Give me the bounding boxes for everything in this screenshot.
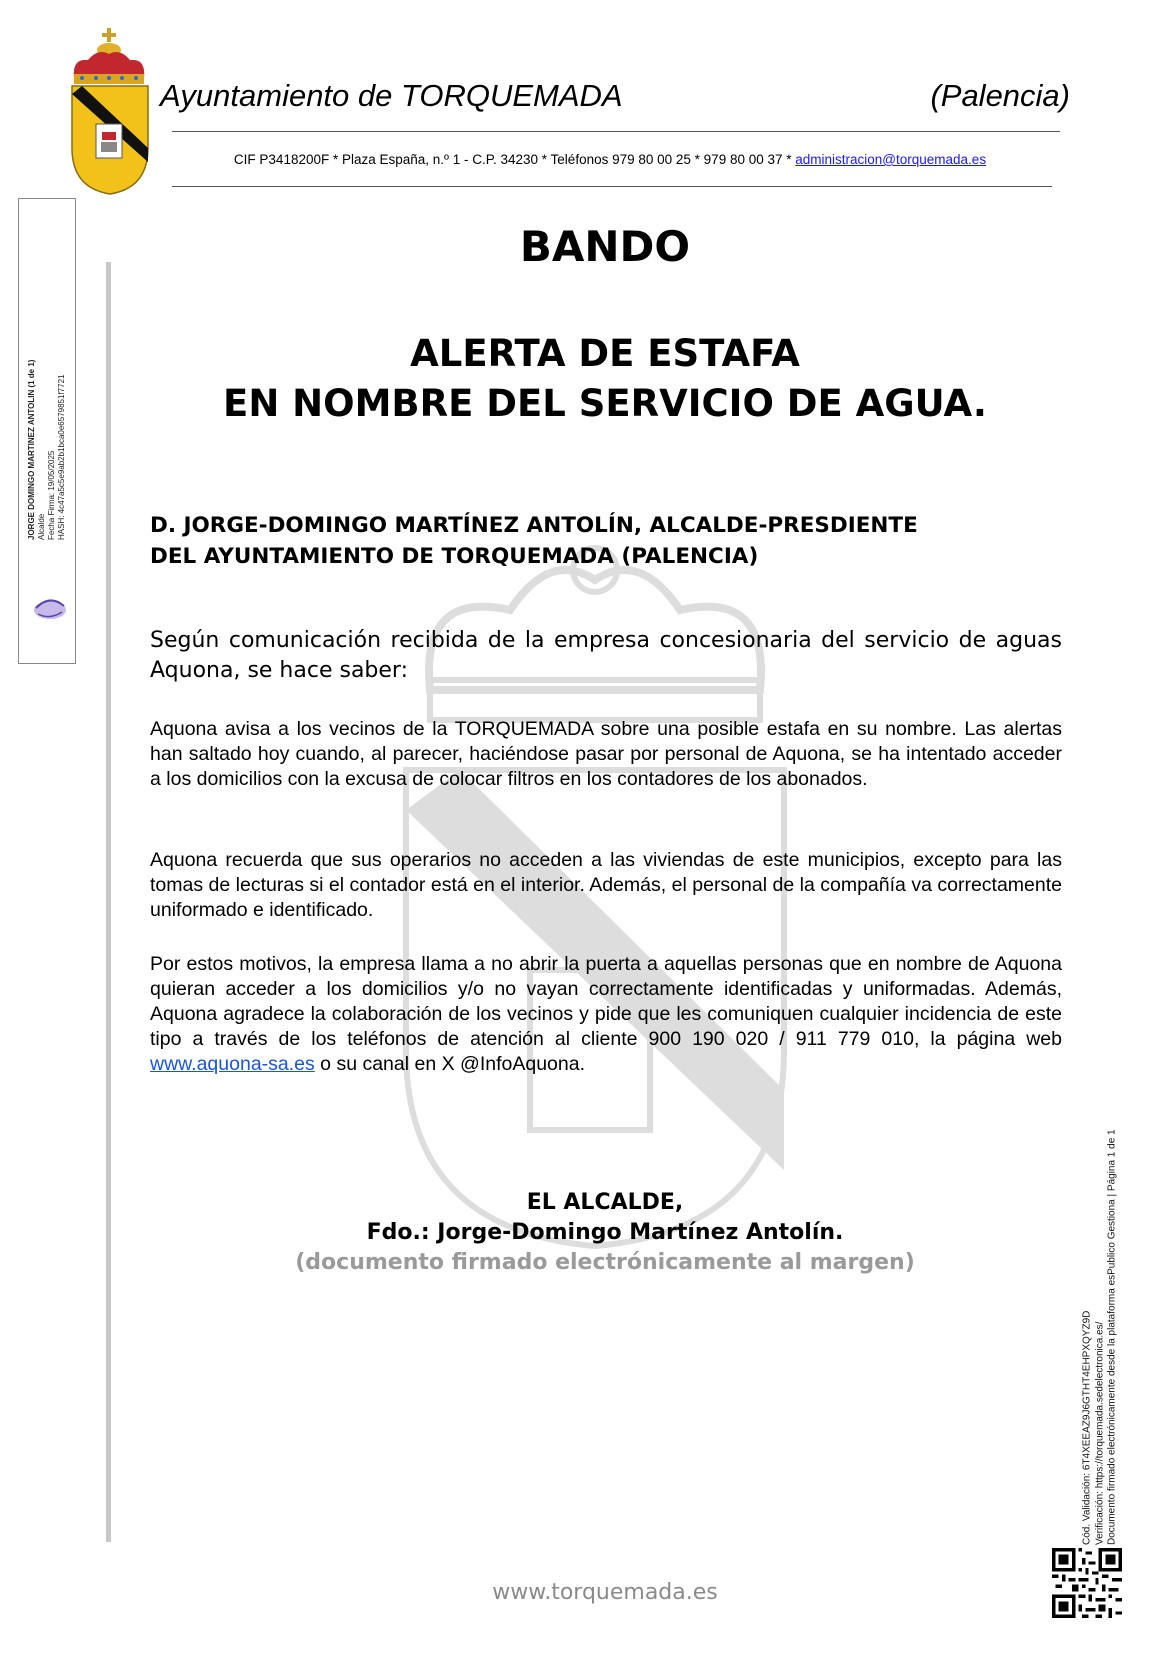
signature-date: Fecha Firma: 19/05/2025 (47, 450, 56, 540)
header-divider-top (172, 131, 1060, 132)
body-paragraph-2: Aquona recuerda que sus operarios no acceden a las viviendas de este municipios, excepto para las tomas de lecturas si el contador está en el interior. Además, el personal de la compañía va correctamente uniformado e identificado. (150, 849, 1062, 921)
left-margin-bar (106, 262, 111, 1542)
validation-code: Cód. Validación: 6T4XEEAZ9J6GTHT4EHPXQYZ9D (1081, 1310, 1093, 1545)
electronic-signature-note: (documento firmado electrónicamente al margen) (295, 1250, 915, 1275)
verification-url: Verificación: https://torquemada.sedelectronica.es/ (1093, 1321, 1105, 1545)
signer-line: JORGE DOMINGO MARTINEZ ANTOLIN (1 de 1) (27, 359, 36, 540)
document-type: BANDO (519, 222, 691, 271)
platform-note: Documento firmado electrónicamente desde la plataforma esPublico Gestiona | Página 1 de 1 (1106, 1129, 1118, 1545)
document-title-line-1: ALERTA DE ESTAFA (410, 332, 800, 375)
issuing-authority (150, 510, 1070, 572)
intro-paragraph: Según comunicación recibida de la empresa concesionaria del servicio de aguas Aquona, se hace saber: (150, 628, 1062, 683)
authority-line-2: DEL AYUNTAMIENTO DE TORQUEMADA (PALENCIA) (150, 544, 759, 569)
signer-title: EL ALCALDE, (526, 1190, 684, 1215)
paragraph-3-text: Por estos motivos, la empresa llama a no abrir la puerta a aquellas personas que en nombre de Aquona quieran acceder a los domicilios y/o no vayan correctamente identificadas y uniformadas. Además, Aquona agradece la colaboración de los vecinos y pide que les comuniquen cualquier incidencia de este tipo a través de los teléfonos de atención al cliente 900 190 020 / 911 779 010, la página web (150, 953, 1062, 1050)
authority-line-1: D. JORGE-DOMINGO MARTÍNEZ ANTOLÍN, ALCALDE-PRESDIENTE (150, 513, 918, 538)
signature-stamp-icon (30, 590, 70, 624)
signature-hash: HASH: 4c47a5c5e9ab2b1bca0e6579851f7721 (57, 374, 66, 540)
footer-website: www.torquemada.es (492, 1580, 718, 1605)
signer-name: Fdo.: Jorge-Domingo Martínez Antolín. (366, 1220, 844, 1245)
header-contact-line (160, 152, 1060, 167)
province: (Palencia) (930, 78, 1070, 113)
paragraph-3-tail: o su canal en X @InfoAquona. (314, 1053, 585, 1075)
electronic-signature-text (18, 310, 76, 540)
org-name: Ayuntamiento de TORQUEMADA (160, 78, 623, 113)
body-paragraph-3 (150, 952, 1062, 1077)
validation-info (1070, 1035, 1130, 1545)
document-title-line-2: EN NOMBRE DEL SERVICIO DE AGUA. (223, 382, 987, 425)
body-paragraph-1: Aquona avisa a los vecinos de la TORQUEMADA sobre una posible estafa en su nombre. Las alertas han saltado hoy cuando, al parecer, haciéndose pasar por personal de Aquona, se ha intentado acceder a los domicilios con la excusa de colocar filtros en los contadores de los abonados. (150, 718, 1062, 790)
municipal-crest-logo (68, 28, 152, 200)
aquona-website-link[interactable]: www.aquona-sa.es (150, 1053, 315, 1075)
header-divider-bottom (172, 186, 1052, 187)
contact-email-link[interactable]: administracion@torquemada.es (795, 152, 987, 167)
contact-details: CIF P3418200F * Plaza España, n.º 1 - C.P. 34230 * Teléfonos 979 80 00 25 * 979 80 00 37 * (233, 152, 796, 167)
signer-role: Alcalde (37, 513, 46, 540)
